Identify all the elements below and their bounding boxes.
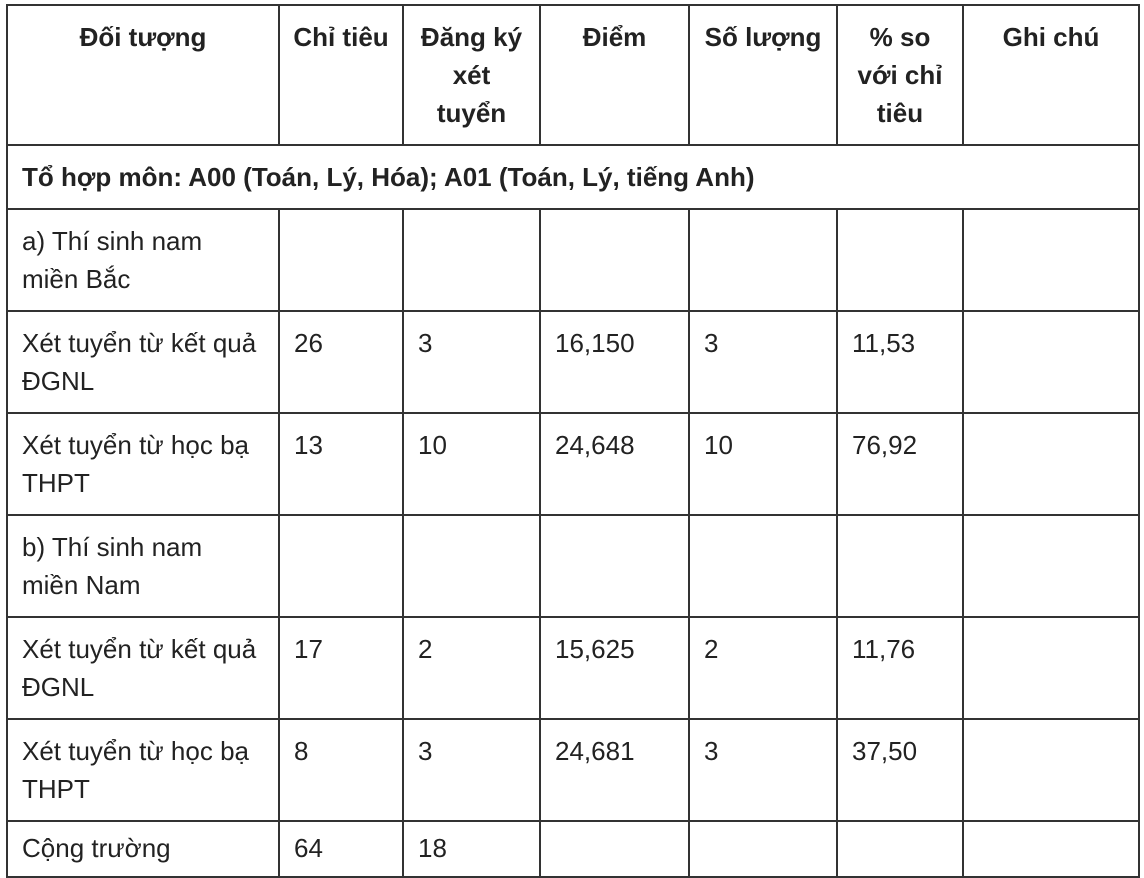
total-dang-ky: 18 — [403, 821, 540, 877]
total-label: Cộng trường — [7, 821, 279, 877]
header-doi-tuong: Đối tượng — [7, 5, 279, 145]
table-cell: 11,53 — [837, 311, 963, 413]
table-cell — [837, 209, 963, 311]
table-cell: Xét tuyển từ học bạ THPT — [7, 413, 279, 515]
table-cell — [540, 821, 689, 877]
table-cell: 15,625 — [540, 617, 689, 719]
table-cell: a) Thí sinh nam miền Bắc — [7, 209, 279, 311]
total-chi-tieu: 64 — [279, 821, 403, 877]
table-cell: 3 — [403, 311, 540, 413]
table-cell — [689, 515, 837, 617]
table-cell — [963, 515, 1139, 617]
table-row — [7, 719, 1139, 821]
table-cell: 13 — [279, 413, 403, 515]
header-phan-tram-chi-tieu: % so với chỉ tiêu — [837, 5, 963, 145]
table-cell: 17 — [279, 617, 403, 719]
table-cell: Xét tuyển từ học bạ THPT — [7, 719, 279, 821]
table-cell: 3 — [403, 719, 540, 821]
table-cell: Xét tuyển từ kết quả ĐGNL — [7, 311, 279, 413]
table-cell: 24,648 — [540, 413, 689, 515]
table-cell: 37,50 — [837, 719, 963, 821]
table-row — [7, 617, 1139, 719]
header-dang-ky-xet-tuyen: Đăng ký xét tuyển — [403, 5, 540, 145]
group-title: Tổ hợp môn: A00 (Toán, Lý, Hóa); A01 (Toán, Lý, tiếng Anh) — [7, 145, 1139, 209]
table-cell: 3 — [689, 719, 837, 821]
header-row — [7, 5, 1139, 145]
table-cell — [540, 515, 689, 617]
table-cell: b) Thí sinh nam miền Nam — [7, 515, 279, 617]
table-row — [7, 413, 1139, 515]
table-cell: 24,681 — [540, 719, 689, 821]
table-cell — [963, 719, 1139, 821]
table-cell — [689, 209, 837, 311]
table-cell — [963, 209, 1139, 311]
group-row — [7, 145, 1139, 209]
total-row — [7, 821, 1139, 877]
table-cell: 11,76 — [837, 617, 963, 719]
admission-table — [6, 4, 1140, 878]
header-so-luong: Số lượng — [689, 5, 837, 145]
table-cell — [837, 515, 963, 617]
table-cell — [689, 821, 837, 877]
table-cell: 16,150 — [540, 311, 689, 413]
table-cell: 8 — [279, 719, 403, 821]
header-diem: Điểm — [540, 5, 689, 145]
table-cell — [279, 209, 403, 311]
table-cell: 2 — [689, 617, 837, 719]
table-cell: 3 — [689, 311, 837, 413]
table-cell: 2 — [403, 617, 540, 719]
table-cell — [963, 311, 1139, 413]
table-cell: 76,92 — [837, 413, 963, 515]
table-cell — [403, 515, 540, 617]
table-cell: 10 — [689, 413, 837, 515]
table-cell — [279, 515, 403, 617]
table-cell — [963, 617, 1139, 719]
table-cell: 10 — [403, 413, 540, 515]
header-chi-tieu: Chỉ tiêu — [279, 5, 403, 145]
table-cell: 26 — [279, 311, 403, 413]
table-cell — [963, 413, 1139, 515]
table-cell — [963, 821, 1139, 877]
table-row — [7, 515, 1139, 617]
table-cell: Xét tuyển từ kết quả ĐGNL — [7, 617, 279, 719]
table-cell — [540, 209, 689, 311]
table-row — [7, 311, 1139, 413]
table-cell — [403, 209, 540, 311]
table-row — [7, 209, 1139, 311]
header-ghi-chu: Ghi chú — [963, 5, 1139, 145]
table-cell — [837, 821, 963, 877]
